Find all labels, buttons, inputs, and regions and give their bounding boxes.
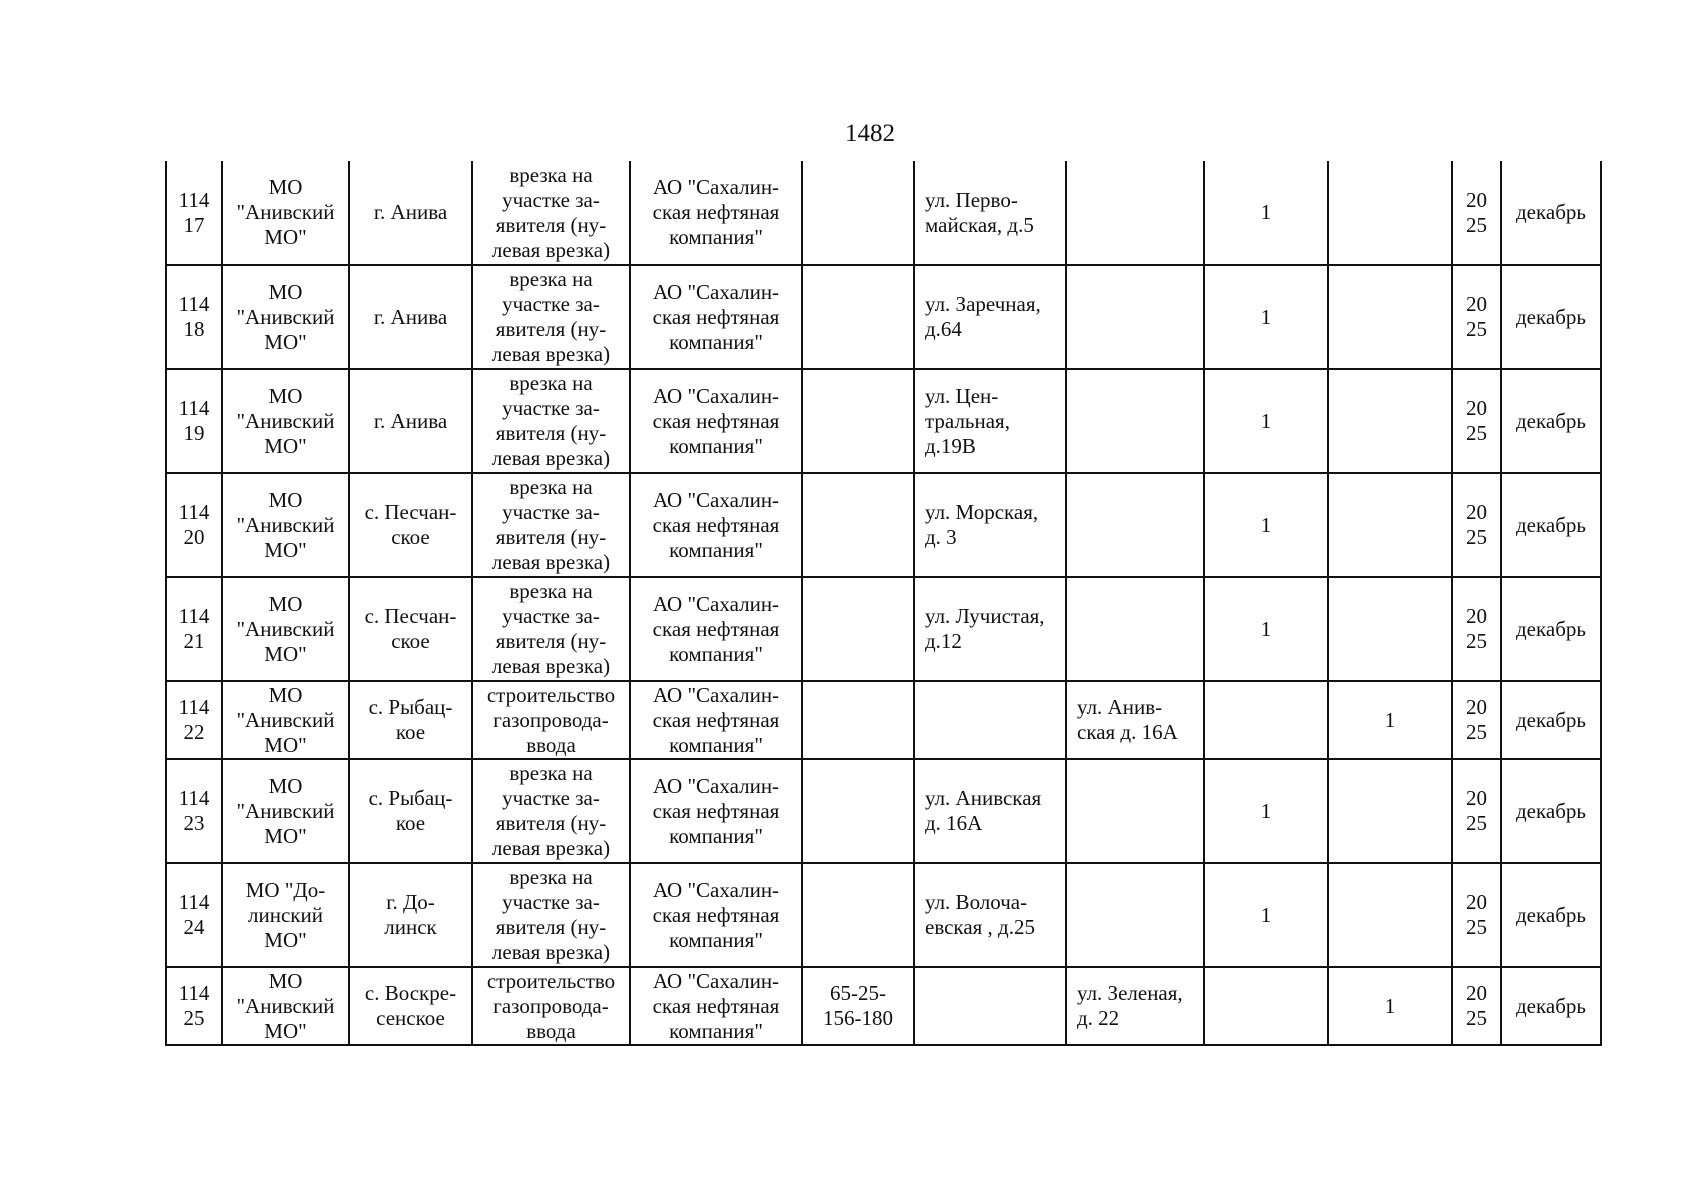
cell-work-type	[472, 863, 630, 967]
cell-locality-line: г. Анива	[373, 200, 448, 224]
cell-year-line: 25	[1466, 915, 1487, 939]
cell-year-line: 20	[1466, 786, 1487, 810]
cell-year	[1452, 863, 1501, 967]
cell-qty-tie-in-value: 1	[1260, 200, 1272, 224]
cell-qty-construction	[1328, 863, 1452, 967]
cell-month	[1501, 369, 1601, 473]
cell-address-tie-in	[914, 369, 1066, 473]
table-row	[166, 577, 1601, 681]
cell-work-type-line: врезка на	[509, 579, 593, 603]
cell-number-line: 114	[178, 396, 210, 420]
cell-month-value: декабрь	[1516, 304, 1586, 329]
cell-address-construction	[1066, 681, 1204, 759]
cell-month	[1501, 863, 1601, 967]
cell-work-type-line: левая врезка)	[491, 446, 611, 470]
cell-year-line: 20	[1466, 981, 1487, 1005]
cell-work-type-line: строительство	[486, 682, 616, 707]
cell-qty-construction	[1328, 967, 1452, 1045]
cell-work-type	[472, 265, 630, 369]
cell-locality	[349, 759, 472, 863]
cell-year	[1452, 577, 1501, 681]
cell-address-tie-in-line: майская, д.5	[925, 212, 1034, 237]
cell-organization-line: ская нефтяная	[652, 408, 780, 433]
cell-organization	[630, 759, 802, 863]
cell-work-type	[472, 577, 630, 681]
cell-municipality-line: МО	[268, 383, 303, 408]
cell-locality	[349, 265, 472, 369]
cell-month-value: декабрь	[1516, 512, 1586, 537]
cell-locality-line: с. Рыбац-	[368, 695, 453, 719]
cell-locality	[349, 161, 472, 265]
table-row	[166, 681, 1601, 759]
cell-number	[166, 759, 222, 863]
table-row	[166, 265, 1601, 369]
cell-municipality	[222, 759, 349, 863]
table-row	[166, 759, 1601, 863]
cell-number-line: 21	[183, 629, 205, 653]
cell-municipality-line: "Анивский	[236, 408, 335, 433]
cell-month-value: декабрь	[1516, 200, 1586, 224]
cell-year	[1452, 759, 1501, 863]
cell-work-type	[472, 759, 630, 863]
cell-municipality-line: МО	[268, 773, 303, 798]
cell-code	[802, 967, 914, 1045]
cell-organization-line: АО "Сахалин-	[652, 487, 780, 512]
cell-number	[166, 967, 222, 1045]
cell-organization-line: компания"	[669, 433, 763, 458]
cell-code	[802, 759, 914, 863]
cell-qty-tie-in	[1204, 759, 1328, 863]
cell-work-type-line: участке за-	[502, 890, 600, 914]
cell-work-type-line: участке за-	[502, 187, 600, 212]
cell-number-line: 23	[183, 811, 205, 835]
cell-number-line: 114	[178, 500, 210, 524]
cell-organization-line: АО "Сахалин-	[652, 279, 780, 304]
cell-number	[166, 577, 222, 681]
cell-municipality	[222, 681, 349, 759]
cell-address-tie-in	[914, 681, 1066, 759]
cell-month-value: декабрь	[1516, 707, 1586, 732]
cell-locality	[349, 967, 472, 1045]
cell-address-tie-in-line: д.19В	[925, 433, 976, 458]
table-row	[166, 161, 1601, 265]
cell-municipality-line: "Анивский	[236, 304, 335, 329]
cell-year-line: 20	[1466, 396, 1487, 420]
cell-work-type-line: явителя (ну-	[495, 317, 607, 341]
cell-work-type-line: участке за-	[502, 786, 600, 810]
cell-work-type-line: участке за-	[502, 396, 600, 420]
cell-address-tie-in	[914, 265, 1066, 369]
cell-organization-line: компания"	[669, 329, 763, 354]
cell-number-line: 18	[183, 317, 205, 341]
cell-year-line: 20	[1466, 604, 1487, 628]
cell-address-tie-in-line: д.12	[925, 629, 962, 653]
cell-number-line: 24	[183, 915, 205, 939]
cell-number	[166, 265, 222, 369]
cell-qty-construction	[1328, 759, 1452, 863]
cell-month	[1501, 473, 1601, 577]
cell-year	[1452, 967, 1501, 1045]
cell-address-tie-in-line: ул. Цен-	[925, 383, 999, 408]
cell-locality-line: с. Рыбац-	[368, 786, 453, 810]
cell-municipality-line: МО	[268, 175, 303, 199]
cell-number-line: 114	[178, 187, 210, 212]
cell-number-line: 22	[183, 720, 205, 744]
cell-municipality	[222, 369, 349, 473]
cell-year-line: 20	[1466, 187, 1487, 212]
cell-month	[1501, 577, 1601, 681]
cell-locality-line: с. Песчан-	[364, 500, 457, 524]
cell-municipality-line: МО"	[264, 537, 307, 562]
cell-organization-line: ская нефтяная	[652, 616, 780, 641]
cell-qty-tie-in	[1204, 369, 1328, 473]
cell-number	[166, 681, 222, 759]
cell-work-type-line: газопровода-	[493, 707, 609, 732]
cell-year	[1452, 473, 1501, 577]
cell-work-type-line: явителя (ну-	[495, 811, 607, 835]
cell-work-type-line: врезка на	[509, 475, 593, 499]
cell-municipality-line: МО"	[264, 433, 307, 458]
cell-year	[1452, 369, 1501, 473]
cell-municipality-line: "Анивский	[236, 993, 335, 1018]
cell-municipality-line: МО	[268, 487, 303, 512]
cell-organization	[630, 161, 802, 265]
cell-municipality-line: "Анивский	[236, 512, 335, 537]
cell-work-type	[472, 967, 630, 1045]
cell-locality	[349, 577, 472, 681]
table-row	[166, 369, 1601, 473]
cell-work-type-line: участке за-	[502, 500, 600, 524]
cell-number	[166, 863, 222, 967]
cell-locality-line: кое	[395, 720, 426, 744]
cell-qty-tie-in	[1204, 161, 1328, 265]
cell-work-type-line: явителя (ну-	[495, 421, 607, 445]
cell-municipality	[222, 161, 349, 265]
cell-organization-line: АО "Сахалин-	[652, 877, 780, 902]
cell-qty-tie-in-value: 1	[1260, 512, 1272, 537]
cell-locality-line: кое	[395, 811, 426, 835]
cell-year	[1452, 161, 1501, 265]
cell-year-line: 25	[1466, 720, 1487, 744]
cell-month	[1501, 161, 1601, 265]
cell-work-type-line: левая врезка)	[491, 550, 611, 574]
cell-locality	[349, 369, 472, 473]
cell-municipality-line: МО"	[264, 641, 307, 666]
cell-year-line: 25	[1466, 525, 1487, 549]
cell-organization-line: АО "Сахалин-	[652, 175, 780, 199]
cell-organization-line: ская нефтяная	[652, 902, 780, 927]
cell-qty-tie-in-value: 1	[1260, 304, 1272, 329]
cell-address-tie-in-line: д. 3	[925, 525, 957, 549]
cell-organization-line: ская нефтяная	[652, 798, 780, 823]
cell-address-tie-in	[914, 759, 1066, 863]
cell-work-type-line: левая врезка)	[491, 342, 611, 366]
cell-month	[1501, 265, 1601, 369]
cell-municipality-line: МО"	[264, 823, 307, 848]
cell-address-tie-in-line: евская , д.25	[925, 915, 1035, 939]
cell-work-type-line: левая врезка)	[491, 836, 611, 860]
cell-address-tie-in	[914, 473, 1066, 577]
cell-organization-line: компания"	[669, 1018, 763, 1043]
cell-organization	[630, 967, 802, 1045]
cell-locality-line: линск	[384, 915, 437, 939]
cell-code-line: 65-25-	[830, 981, 886, 1005]
cell-work-type-line: левая врезка)	[491, 654, 611, 678]
cell-qty-construction	[1328, 161, 1452, 265]
cell-address-tie-in-line: ул. Лучистая,	[925, 604, 1045, 628]
cell-organization-line: компания"	[669, 927, 763, 952]
cell-month	[1501, 681, 1601, 759]
cell-work-type-line: газопровода-	[493, 993, 609, 1018]
cell-address-construction	[1066, 369, 1204, 473]
cell-year-line: 25	[1466, 317, 1487, 341]
cell-municipality-line: МО	[268, 279, 303, 304]
cell-year-line: 20	[1466, 695, 1487, 719]
cell-qty-construction-value: 1	[1384, 993, 1396, 1018]
cell-month-value: декабрь	[1516, 798, 1586, 823]
cell-address-tie-in-line: ул. Волоча-	[925, 890, 1028, 914]
cell-organization	[630, 577, 802, 681]
cell-organization-line: ская нефтяная	[652, 304, 780, 329]
cell-code	[802, 161, 914, 265]
cell-qty-tie-in	[1204, 265, 1328, 369]
cell-work-type-line: явителя (ну-	[495, 915, 607, 939]
cell-work-type-line: участке за-	[502, 292, 600, 316]
cell-municipality-line: МО"	[264, 1018, 307, 1043]
cell-municipality-line: линский	[248, 902, 323, 927]
cell-qty-construction-value: 1	[1384, 707, 1396, 732]
cell-work-type-line: врезка на	[509, 267, 593, 291]
cell-work-type	[472, 473, 630, 577]
cell-month	[1501, 759, 1601, 863]
cell-work-type-line: ввода	[526, 732, 576, 757]
cell-qty-tie-in	[1204, 863, 1328, 967]
table-row	[166, 473, 1601, 577]
cell-address-construction-line: ул. Зеленая,	[1077, 981, 1183, 1005]
cell-locality-line: г. Анива	[373, 408, 448, 433]
cell-year-line: 20	[1466, 890, 1487, 914]
cell-organization-line: компания"	[669, 641, 763, 666]
cell-year-line: 25	[1466, 421, 1487, 445]
cell-organization-line: АО "Сахалин-	[652, 773, 780, 798]
cell-locality	[349, 473, 472, 577]
cell-address-construction	[1066, 577, 1204, 681]
cell-number-line: 114	[178, 981, 210, 1005]
cell-work-type-line: врезка на	[509, 371, 593, 395]
cell-locality-line: с. Песчан-	[364, 604, 457, 628]
cell-locality-line: ское	[391, 629, 430, 653]
cell-organization-line: ская нефтяная	[652, 512, 780, 537]
cell-year-line: 25	[1466, 811, 1487, 835]
cell-organization-line: ская нефтяная	[652, 993, 780, 1018]
cell-organization	[630, 369, 802, 473]
cell-qty-construction	[1328, 369, 1452, 473]
cell-year-line: 20	[1466, 500, 1487, 524]
cell-municipality-line: МО"	[264, 927, 307, 952]
cell-organization-line: АО "Сахалин-	[652, 591, 780, 616]
cell-work-type-line: врезка на	[509, 162, 593, 187]
cell-work-type-line: левая врезка)	[491, 940, 611, 964]
cell-locality-line: ское	[391, 525, 430, 549]
cell-number-line: 114	[178, 890, 210, 914]
cell-qty-tie-in	[1204, 473, 1328, 577]
cell-municipality-line: МО	[268, 968, 303, 993]
cell-address-tie-in-line: ул. Анивская	[925, 786, 1042, 810]
cell-address-tie-in-line: ул. Заречная,	[925, 292, 1041, 316]
table-row	[166, 967, 1601, 1045]
cell-organization-line: ская нефтяная	[652, 707, 780, 732]
cell-year	[1452, 265, 1501, 369]
cell-locality-line: г. Анива	[373, 304, 448, 329]
cell-address-construction-line: ская д. 16А	[1077, 720, 1178, 744]
cell-number	[166, 473, 222, 577]
cell-number-line: 114	[178, 292, 210, 316]
cell-address-tie-in-line: д.64	[925, 317, 962, 341]
cell-address-construction	[1066, 161, 1204, 265]
cell-qty-tie-in	[1204, 967, 1328, 1045]
cell-month-value: декабрь	[1516, 408, 1586, 433]
cell-work-type-line: левая врезка)	[491, 237, 611, 262]
cell-year-line: 25	[1466, 629, 1487, 653]
cell-month-value: декабрь	[1516, 616, 1586, 641]
cell-qty-construction	[1328, 265, 1452, 369]
cell-number-line: 114	[178, 786, 210, 810]
cell-code	[802, 863, 914, 967]
cell-qty-tie-in	[1204, 577, 1328, 681]
cell-qty-construction	[1328, 577, 1452, 681]
cell-municipality-line: МО	[268, 682, 303, 707]
cell-locality	[349, 681, 472, 759]
cell-address-construction	[1066, 863, 1204, 967]
cell-code	[802, 681, 914, 759]
cell-work-type-line: строительство	[486, 968, 616, 993]
cell-municipality	[222, 473, 349, 577]
cell-number	[166, 161, 222, 265]
cell-locality-line: сенское	[376, 1006, 445, 1030]
cell-organization-line: ская нефтяная	[652, 200, 780, 224]
cell-year-line: 25	[1466, 1006, 1487, 1030]
cell-municipality	[222, 577, 349, 681]
cell-qty-tie-in-value: 1	[1260, 902, 1272, 927]
cell-municipality-line: "Анивский	[236, 200, 335, 224]
cell-address-tie-in	[914, 967, 1066, 1045]
cell-organization-line: АО "Сахалин-	[652, 682, 780, 707]
cell-address-tie-in-line: д. 16А	[925, 811, 983, 835]
cell-address-tie-in-line: ул. Перво-	[925, 187, 1018, 212]
cell-number-line: 25	[183, 1006, 205, 1030]
cell-qty-tie-in-value: 1	[1260, 408, 1272, 433]
cell-code	[802, 473, 914, 577]
cell-work-type-line: участке за-	[502, 604, 600, 628]
cell-qty-tie-in-value: 1	[1260, 798, 1272, 823]
cell-address-tie-in	[914, 863, 1066, 967]
cell-year-line: 20	[1466, 292, 1487, 316]
cell-address-construction	[1066, 473, 1204, 577]
cell-code-line: 156-180	[823, 1006, 893, 1030]
cell-municipality	[222, 265, 349, 369]
table-body	[166, 161, 1601, 1045]
cell-organization-line: компания"	[669, 823, 763, 848]
cell-qty-construction	[1328, 681, 1452, 759]
cell-municipality	[222, 967, 349, 1045]
cell-number-line: 114	[178, 604, 210, 628]
cell-municipality-line: МО"	[264, 225, 307, 249]
cell-address-construction	[1066, 265, 1204, 369]
cell-municipality-line: "Анивский	[236, 707, 335, 732]
cell-address-tie-in	[914, 577, 1066, 681]
cell-municipality-line: "Анивский	[236, 798, 335, 823]
cell-municipality-line: МО"	[264, 329, 307, 354]
cell-municipality-line: МО "До-	[245, 877, 326, 902]
cell-month-value: декабрь	[1516, 993, 1586, 1018]
cell-work-type-line: врезка на	[509, 865, 593, 889]
cell-locality	[349, 863, 472, 967]
cell-address-construction-line: ул. Анив-	[1077, 695, 1163, 719]
cell-year	[1452, 681, 1501, 759]
cell-qty-tie-in-value: 1	[1260, 616, 1272, 641]
cell-address-construction	[1066, 967, 1204, 1045]
table-row	[166, 863, 1601, 967]
cell-organization-line: компания"	[669, 225, 763, 249]
gas-connection-table	[165, 161, 1602, 1046]
cell-municipality-line: "Анивский	[236, 616, 335, 641]
cell-organization-line: компания"	[669, 732, 763, 757]
cell-organization-line: АО "Сахалин-	[652, 968, 780, 993]
cell-number-line: 114	[178, 695, 210, 719]
cell-organization-line: компания"	[669, 537, 763, 562]
cell-qty-construction	[1328, 473, 1452, 577]
cell-work-type-line: врезка на	[509, 761, 593, 785]
page-number: 1482	[845, 120, 895, 147]
cell-organization	[630, 265, 802, 369]
cell-organization	[630, 473, 802, 577]
cell-address-tie-in-line: тральная,	[925, 408, 1010, 433]
cell-work-type	[472, 681, 630, 759]
cell-code	[802, 577, 914, 681]
cell-qty-tie-in	[1204, 681, 1328, 759]
cell-municipality-line: МО	[268, 591, 303, 616]
cell-number-line: 17	[183, 212, 205, 237]
cell-organization	[630, 681, 802, 759]
cell-work-type-line: явителя (ну-	[495, 525, 607, 549]
cell-month	[1501, 967, 1601, 1045]
cell-address-construction-line: д. 22	[1077, 1006, 1120, 1030]
cell-address-construction	[1066, 759, 1204, 863]
cell-address-tie-in	[914, 161, 1066, 265]
cell-work-type	[472, 161, 630, 265]
cell-code	[802, 265, 914, 369]
cell-address-tie-in-line: ул. Морская,	[925, 500, 1039, 524]
cell-number-line: 19	[183, 421, 205, 445]
cell-organization	[630, 863, 802, 967]
cell-municipality	[222, 863, 349, 967]
cell-work-type	[472, 369, 630, 473]
cell-work-type-line: явителя (ну-	[495, 629, 607, 653]
cell-number	[166, 369, 222, 473]
cell-organization-line: АО "Сахалин-	[652, 383, 780, 408]
cell-number-line: 20	[183, 525, 205, 549]
cell-locality-line: г. До-	[386, 890, 435, 914]
cell-locality-line: с. Воскре-	[364, 981, 457, 1005]
cell-month-value: декабрь	[1516, 902, 1586, 927]
cell-year-line: 25	[1466, 212, 1487, 237]
cell-work-type-line: ввода	[526, 1018, 576, 1043]
cell-work-type-line: явителя (ну-	[495, 212, 607, 237]
cell-municipality-line: МО"	[264, 732, 307, 757]
cell-code	[802, 369, 914, 473]
